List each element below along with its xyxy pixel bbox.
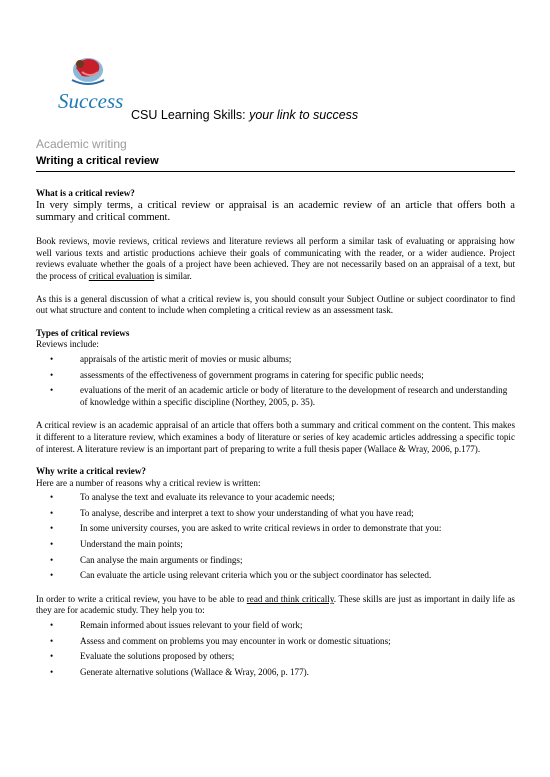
what-paragraph-1-end: is similar. xyxy=(154,270,192,281)
success-logo xyxy=(52,50,124,122)
logo-wordmark: Success xyxy=(58,89,124,113)
document-title: Writing a critical review xyxy=(36,155,159,167)
list-item-text: In some university courses, you are asked to write critical reviews in order to demonstrate that you: xyxy=(80,523,442,534)
critical-evaluation-link[interactable]: critical evaluation xyxy=(88,270,155,281)
bullet-icon: • xyxy=(50,635,54,646)
skills-intro xyxy=(36,594,515,617)
list-item-text: To analyse, describe and interpret a text to show your understanding of what you have read; xyxy=(80,507,414,518)
list-item xyxy=(36,636,515,648)
list-item-text: evaluations of the merit of an academic article or body of literature to the development of research and understanding of knowledge within a specific discipline (Northey, 2005, p. 35). xyxy=(80,385,508,407)
skills-list xyxy=(36,620,515,678)
list-item xyxy=(36,523,515,535)
why-list xyxy=(36,492,515,582)
list-item-text: Understand the main points; xyxy=(80,539,183,550)
skills-intro-end: . These skills are just as important in daily life as they are for academic study. They help you to: xyxy=(36,593,515,616)
bullet-icon: • xyxy=(50,554,54,565)
list-item xyxy=(36,667,515,679)
header-title-plain: CSU Learning Skills: xyxy=(131,108,250,122)
list-item-text: Can analyse the main arguments or findings; xyxy=(80,554,243,565)
list-item-text: appraisals of the artistic merit of movies or music albums; xyxy=(80,353,292,364)
list-item-text: Remain informed about issues relevant to your field of work; xyxy=(80,620,303,631)
heading-types: Types of critical reviews xyxy=(36,327,130,338)
list-item xyxy=(36,508,515,520)
bullet-icon: • xyxy=(50,385,54,396)
bullet-icon: • xyxy=(50,539,54,550)
list-item-text: Can evaluate the article using relevant criteria which you or the subject coordinator has selected. xyxy=(80,570,432,581)
bullet-icon: • xyxy=(50,620,54,631)
what-paragraph-1 xyxy=(36,236,515,282)
heading-what: What is a critical review? xyxy=(36,188,135,198)
list-item-text: Assess and comment on problems you may encounter in work or domestic situations; xyxy=(80,635,391,646)
types-after-paragraph: A critical review is an academic appraisal of an article that offers both a summary and critical comment on the content. This makes it different to a literature review, which examines a body of literature or series of key academic articles addressing a specific topic of interest. A literature review is an important part of preparing to write a full thesis paper (Wallace & Wray, 2006, p.177). xyxy=(36,420,515,454)
list-item xyxy=(36,651,515,663)
header-title xyxy=(131,108,358,122)
document-body xyxy=(36,188,515,690)
heading-why: Why write a critical review? xyxy=(36,466,146,477)
why-intro: Here are a number of reasons why a critical review is written: xyxy=(36,477,261,488)
header-tagline: your link to success xyxy=(249,108,359,122)
list-item xyxy=(36,370,515,382)
read-think-critically-link[interactable]: read and think critically xyxy=(246,593,334,604)
bullet-icon: • xyxy=(50,369,54,380)
list-item xyxy=(36,354,515,366)
types-intro: Reviews include: xyxy=(36,339,99,350)
bullet-icon: • xyxy=(50,651,54,662)
what-lead-paragraph: In very simply terms, a critical review or appraisal is an academic review of an article that offers both a summary and critical comment. xyxy=(36,199,515,224)
skills-intro-text: In order to write a critical review, you have to be able to xyxy=(36,593,247,604)
what-paragraph-2: As this is a general discussion of what a critical review is, you should consult your Subject Outline or subject coordinator to find out what structure and content to include when completing a critical review as an assessment task. xyxy=(36,293,515,316)
bullet-icon: • xyxy=(50,507,54,518)
list-item xyxy=(36,555,515,567)
list-item xyxy=(36,492,515,504)
what-paragraph-1-text: Book reviews, movie reviews, critical reviews and literature reviews all perform a similar task of evaluating or appraising how well various texts and artistic productions achieve their goals of communicating with the reader, or a wider audience. Project reviews evaluate whether the goals of a project have been achieved. They are not necessarily based on an appraisal of a text, but the process of xyxy=(36,236,515,281)
bullet-icon: • xyxy=(50,570,54,581)
bullet-icon: • xyxy=(50,492,54,503)
section-heading: Academic writing xyxy=(36,137,127,151)
list-item xyxy=(36,620,515,632)
list-item-text: Evaluate the solutions proposed by others; xyxy=(80,651,235,662)
list-item xyxy=(36,539,515,551)
list-item-text: To analyse the text and evaluate its relevance to your academic needs; xyxy=(80,492,335,503)
bullet-icon: • xyxy=(50,666,54,677)
types-list xyxy=(36,354,515,408)
bullet-icon: • xyxy=(50,353,54,364)
list-item-text: assessments of the effectiveness of government programs in catering for specific public needs; xyxy=(80,369,424,380)
list-item xyxy=(36,570,515,582)
bullet-icon: • xyxy=(50,523,54,534)
list-item xyxy=(36,385,515,408)
list-item-text: Generate alternative solutions (Wallace & Wray, 2006, p. 177). xyxy=(80,666,309,677)
title-divider xyxy=(36,171,515,172)
